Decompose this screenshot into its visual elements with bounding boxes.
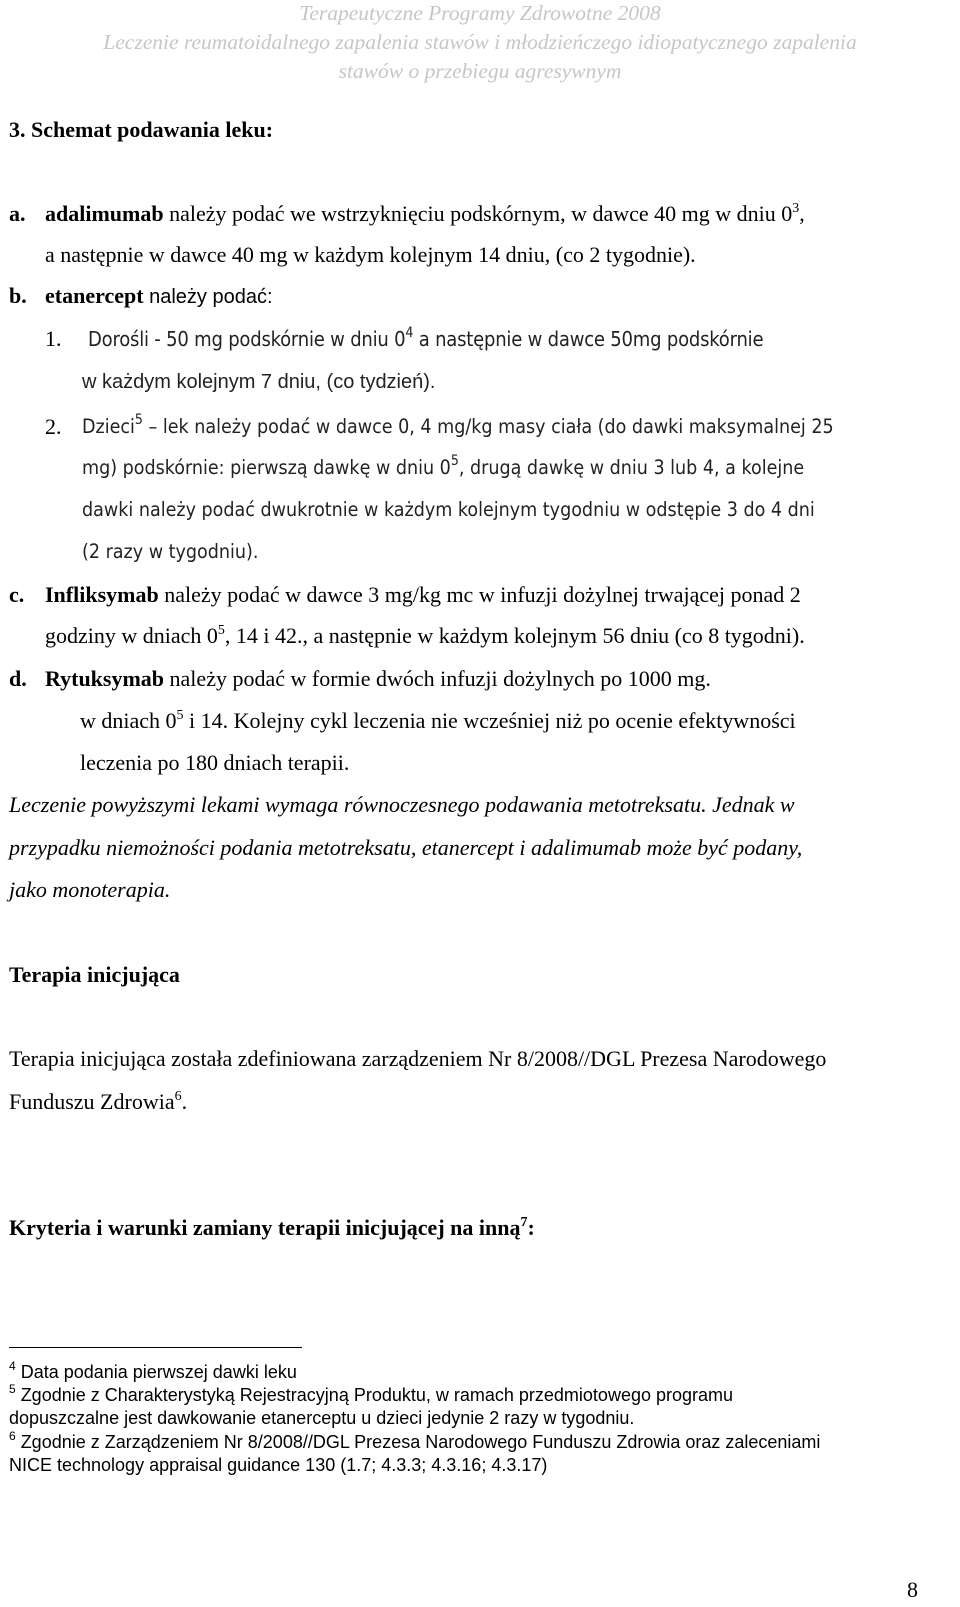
drug-etanercept: etanercept xyxy=(45,283,144,308)
footnote-separator xyxy=(9,1347,302,1348)
item-a-line2: a następnie w dawce 40 mg w każdym kolejnym 14 dniu, (co 2 tygodnie). xyxy=(45,242,696,267)
note-line3: jako monoterapia. xyxy=(9,877,171,902)
item-c-line2: godziny w dniach $0^5$, 14 i 42., a następnie w każdym kolejnym 56 dniu (co 8 tygodni). xyxy=(45,623,805,648)
item-c-marker: c. xyxy=(9,582,25,607)
item-d-marker: d. xyxy=(9,666,27,691)
footnote-5-line2: dopuszczalne jest dawkowanie etanerceptu u dzieci jedynie 2 razy w tygodniu. xyxy=(9,1408,635,1428)
initiating-heading: Terapia inicjująca xyxy=(9,962,180,987)
item-b1-number: 1. xyxy=(45,326,62,351)
header-title: Terapeutyczne Programy Zdrowotne 2008 xyxy=(299,1,661,25)
item-b2-line2: mg) podskórnie: pierwszą dawkę w dniu $0^5$, drugą dawkę w dniu 3 lub 4, a kolejne xyxy=(82,453,805,479)
drug-adalimumab: adalimumab xyxy=(45,201,164,226)
item-c-line1: Infliksymab należy podać w dawce 3 mg/kg mc w infuzji dożylnej trwającej ponad 2 xyxy=(45,582,801,607)
item-b-marker: b. xyxy=(9,283,27,308)
initiating-line1: Terapia inicjująca została zdefiniowana zarządzeniem Nr 8/2008//DGL Prezesa Narodowego xyxy=(9,1046,827,1071)
item-b2-line4: (2 razy w tygodniu). xyxy=(82,540,259,563)
item-d-line3: leczenia po 180 dniach terapii. xyxy=(80,750,350,775)
item-b2-line3: dawki należy podać dwukrotnie w każdym kolejnym tygodniu w odstępie 3 do 4 dni xyxy=(82,498,815,521)
initiating-line2: Funduszu Zdrowia$^6$. xyxy=(9,1089,188,1114)
item-b2-number: 2. xyxy=(45,414,62,439)
item-b2-line1: Dzieci$^5$ – lek należy podać w dawce 0, 4 mg/kg masy ciała (do dawki maksymalnej 25 xyxy=(82,412,834,438)
footnote-6-line2: NICE technology appraisal guidance 130 (1.7; 4.3.3; 4.3.16; 4.3.17) xyxy=(9,1455,548,1475)
item-b-line: etanercept należy podać: xyxy=(45,283,273,308)
item-b1-line2: w każdym kolejnym 7 dniu, (co tydzień). xyxy=(82,371,436,393)
note-line1: Leczenie powyższymi lekami wymaga równoczesnego podawania metotreksatu. Jednak w xyxy=(9,792,795,817)
footnote-4: $^4$ Data podania pierwszej dawki leku xyxy=(9,1359,297,1382)
item-d-line2: w dniach $0^5$ i 14. Kolejny cykl leczenia nie wcześniej niż po ocenie efektywności xyxy=(80,708,796,733)
item-a-marker: a. xyxy=(9,201,26,226)
header-subtitle-1: Leczenie reumatoidalnego zapalenia stawów i młodzieńczego idiopatycznego zapalenia xyxy=(103,30,857,54)
header-subtitle-2: stawów o przebiegu agresywnym xyxy=(338,59,622,83)
page-number: 8 xyxy=(907,1577,918,1602)
criteria-heading: Kryteria i warunki zamiany terapii inicjującej na inną$^7$: xyxy=(9,1215,535,1240)
item-d-line1: Rytuksymab należy podać w formie dwóch infuzji dożylnych po 1000 mg. xyxy=(45,666,711,691)
drug-rytuksymab: Rytuksymab xyxy=(45,666,165,691)
item-b1-line1: Dorośli - 50 mg podskórnie w dniu $0^4$ a następnie w dawce 50mg podskórnie xyxy=(88,325,764,351)
footnote-5-line1: $^5$ Zgodnie z Charakterystyką Rejestracyjną Produktu, w ramach przedmiotowego programu xyxy=(9,1382,734,1405)
footnote-6-line1: $^6$ Zgodnie z Zarządzeniem Nr 8/2008//DGL Prezesa Narodowego Funduszu Zdrowia oraz zaleceniami xyxy=(9,1429,821,1452)
drug-infliksymab: Infliksymab xyxy=(45,582,159,607)
note-line2: przypadku niemożności podania metotreksatu, etanercept i adalimumab może być podany, xyxy=(9,835,803,860)
item-a-line1: adalimumab należy podać we wstrzyknięciu podskórnym, w dawce 40 mg w dniu $0^3$, xyxy=(45,201,805,226)
section-heading: 3. Schemat podawania leku: xyxy=(9,117,274,142)
